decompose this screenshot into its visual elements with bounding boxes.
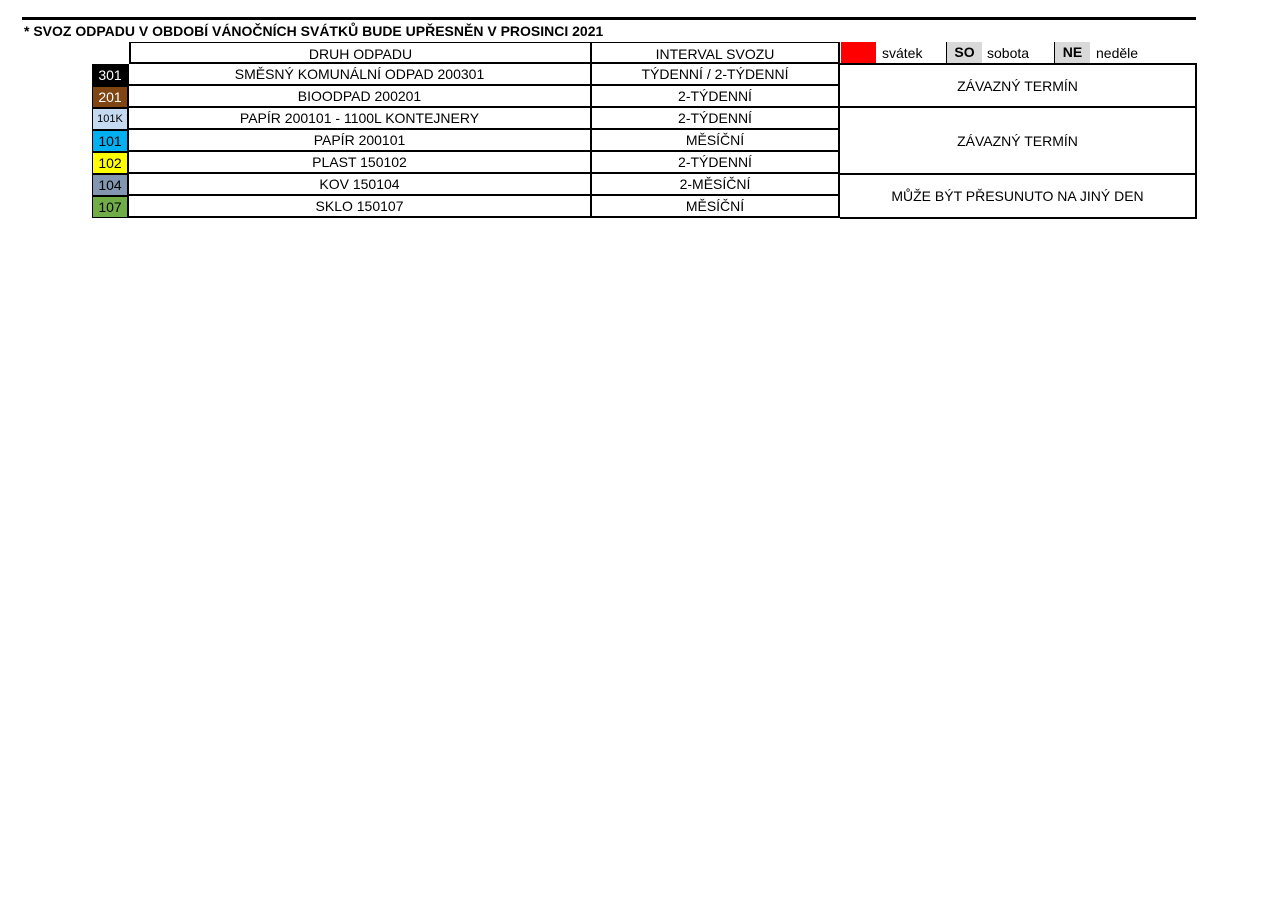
top-rule [22, 17, 1196, 20]
collection-interval: 2-TÝDENNÍ [592, 86, 840, 108]
waste-type: KOV 150104 [129, 174, 592, 196]
collection-interval: MĚSÍČNÍ [592, 196, 840, 218]
waste-code: 104 [92, 174, 129, 196]
collection-interval: 2-MĚSÍČNÍ [592, 174, 840, 196]
waste-code: 101 [92, 130, 129, 152]
legend-saturday-badge: SO [946, 42, 982, 63]
binding-date-note: ZÁVAZNÝ TERMÍN [840, 108, 1197, 175]
legend-saturday-label: sobota [987, 45, 1030, 61]
collection-interval: 2-TÝDENNÍ [592, 152, 840, 174]
legend-sunday-label: neděle [1096, 45, 1139, 61]
legend-holiday-label: svátek [882, 45, 923, 61]
schedule-note: * SVOZ ODPADU V OBDOBÍ VÁNOČNÍCH SVÁTKŮ BUDE UPŘESNĚN V PROSINCI 2021 [24, 23, 604, 39]
binding-date-note: ZÁVAZNÝ TERMÍN [840, 63, 1197, 108]
waste-code: 107 [92, 196, 129, 218]
legend-sunday-badge: NE [1054, 42, 1090, 63]
waste-code: 101K [92, 108, 129, 130]
header-druh-odpadu: DRUH ODPADU [129, 42, 592, 64]
collection-interval: TÝDENNÍ / 2-TÝDENNÍ [592, 64, 840, 86]
waste-code: 201 [92, 86, 129, 108]
collection-interval: 2-TÝDENNÍ [592, 108, 840, 130]
waste-type: PLAST 150102 [129, 152, 592, 174]
waste-type: SMĚSNÝ KOMUNÁLNÍ ODPAD 200301 [129, 64, 592, 86]
waste-type: PAPÍR 200101 [129, 130, 592, 152]
reschedule-note: MŮŽE BÝT PŘESUNUTO NA JINÝ DEN [840, 175, 1197, 219]
waste-type: PAPÍR 200101 - 1100L KONTEJNERY [129, 108, 592, 130]
waste-type: BIOODPAD 200201 [129, 86, 592, 108]
waste-code: 301 [92, 64, 129, 86]
legend-holiday-swatch [841, 42, 876, 63]
waste-code: 102 [92, 152, 129, 174]
waste-type: SKLO 150107 [129, 196, 592, 218]
collection-interval: MĚSÍČNÍ [592, 130, 840, 152]
header-interval-svozu: INTERVAL SVOZU [592, 42, 840, 64]
